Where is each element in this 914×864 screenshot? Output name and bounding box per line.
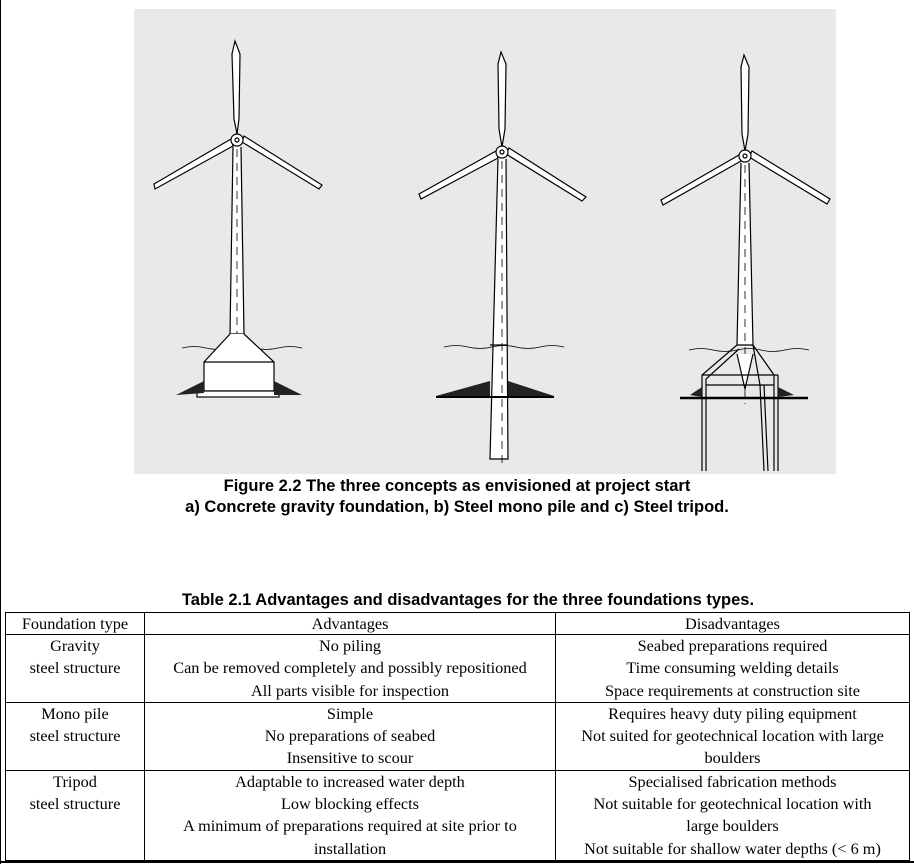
turbine-figure [134,9,836,474]
figure-caption-subtitle: a) Concrete gravity foundation, b) Steel mono pile and c) Steel tripod. [185,498,729,516]
page-bottom-border [0,861,914,863]
header-advantages: Advantages [145,613,556,635]
type-line: steel structure [29,726,121,746]
advantage-item: A minimum of preparations required at site prior to installation [183,816,517,858]
disadvantage-item: Not suited for geotechnical location with large boulders [581,726,884,768]
disadvantage-item: Specialised fabrication methods [628,771,837,791]
type-line: Tripod [53,771,97,791]
table-row-gravity [6,635,910,703]
header-disadvantages: Disadvantages [556,613,910,635]
advantage-item: Adaptable to increased water depth [235,771,465,791]
type-line: Mono pile [41,703,109,723]
advantage-item: No preparations of seabed [264,726,436,746]
cell-advantages [145,770,556,860]
disadvantage-item: Requires heavy duty piling equipment [608,703,857,723]
mono-pile-turbine [419,52,586,464]
page-left-border [0,0,1,864]
cell-foundation-type [6,635,145,703]
disadvantage-item: Not suitable for geotechnical location with large boulders [593,794,872,836]
cell-foundation-type [6,770,145,860]
advantage-item: Low blocking effects [280,794,420,814]
cell-foundation-type [6,702,145,770]
advantage-item: Can be removed completely and possibly repositioned [173,658,527,678]
advantage-item: Insensitive to scour [286,748,414,768]
cell-disadvantages [556,702,910,770]
cell-advantages [145,702,556,770]
tripod-turbine [661,55,830,471]
disadvantage-item: Not suitable for shallow water depths (< 6 m) [584,838,881,858]
type-line: Gravity [50,636,100,655]
cell-disadvantages [556,770,910,860]
table-title: Table 2.1 Advantages and disadvantages for the three foundations types. [181,591,755,609]
gravity-foundation-turbine [154,41,322,399]
advantage-item: Simple [326,703,374,723]
table-header-row [6,613,910,635]
cell-disadvantages [556,635,910,703]
disadvantage-item: Time consuming welding details [626,658,839,678]
disadvantage-item: Space requirements at construction site [605,680,860,700]
foundation-comparison-table [5,612,910,861]
advantage-item: All parts visible for inspection [250,680,450,700]
cell-advantages [145,635,556,703]
advantage-item: No piling [319,636,381,655]
disadvantage-item: Seabed preparations required [637,636,828,655]
header-foundation-type: Foundation type [6,613,145,635]
table-row-tripod [6,770,910,860]
type-line: steel structure [29,658,121,678]
type-line: steel structure [29,794,121,814]
table-row-mono-pile [6,702,910,770]
figure-caption-title: Figure 2.2 The three concepts as envisioned at project start [223,477,691,495]
